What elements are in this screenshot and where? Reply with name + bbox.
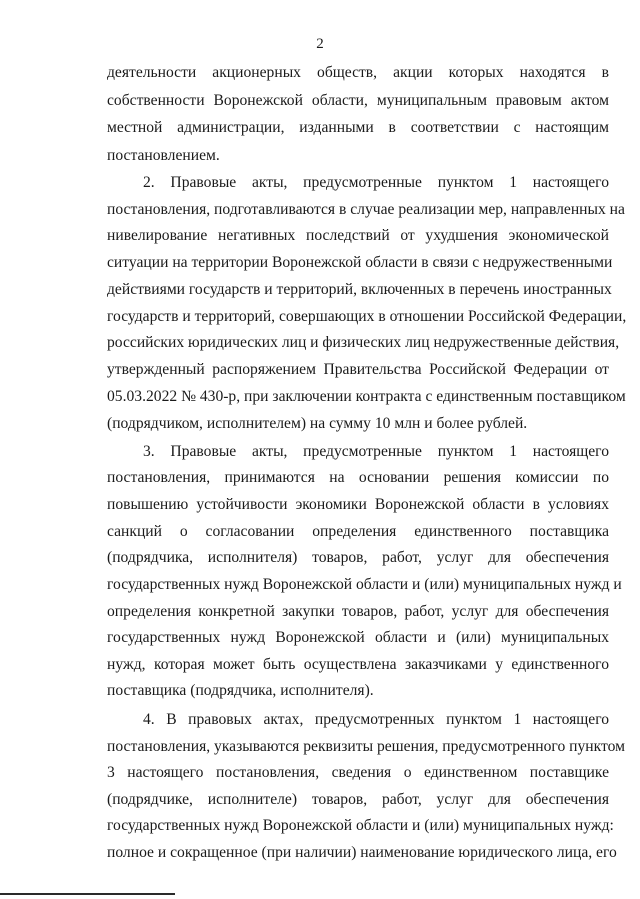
text-line: поставщика (подрядчика, исполнителя).	[107, 682, 374, 699]
text-line: нужд, которая может быть осуществлена заказчиками у единственного	[107, 656, 609, 673]
text-line: санкций о согласовании определения единственного поставщика	[107, 523, 609, 540]
text-line: повышению устойчивости экономики Воронежской области в условиях	[107, 496, 609, 513]
text-line: (подрядчике, исполнителе) товаров, работ, услуг для обеспечения	[107, 791, 609, 808]
text-line: (подрядчика, исполнителя) товаров, работ, услуг для обеспечения	[107, 549, 609, 566]
text-line: (подрядчиком, исполнителем) на сумму 10 млн и более рублей.	[107, 415, 528, 432]
text-line: постановления, указываются реквизиты решения, предусмотренного пунктом	[107, 738, 625, 755]
text-line: полное и сокращенное (при наличии) наименование юридического лица, его	[107, 844, 617, 861]
footer-divider	[0, 893, 175, 895]
text-line: местной администрации, изданными в соответствии с настоящим	[107, 119, 609, 136]
text-line: государственных нужд Воронежской области и (или) муниципальных нужд:	[107, 817, 614, 834]
text-line: постановления, принимаются на основании решения комиссии по	[107, 469, 609, 486]
text-line: деятельности акционерных обществ, акции которых находятся в	[107, 64, 609, 81]
paragraph-start-line: 2. Правовые акты, предусмотренные пунктом 1 настоящего	[143, 174, 609, 191]
text-line: государственных нужд Воронежской области и (или) муниципальных	[107, 629, 609, 646]
text-line: действиями государств и территорий, включенных в перечень иностранных	[107, 281, 612, 298]
text-line: государственных нужд Воронежской области и (или) муниципальных нужд и	[107, 576, 622, 593]
paragraph-start-line: 3. Правовые акты, предусмотренные пунктом 1 настоящего	[143, 443, 609, 460]
text-line: ситуации на территории Воронежской области в связи с недружественными	[107, 254, 613, 271]
text-line: 3 настоящего постановления, сведения о единственном поставщике	[107, 764, 609, 781]
text-line: постановлением.	[107, 147, 220, 164]
text-line: государств и территорий, совершающих в отношении Российской Федерации,	[107, 308, 627, 325]
page-number: 2	[316, 36, 324, 52]
text-line: 05.03.2022 № 430-р, при заключении контракта с единственным поставщиком	[107, 388, 626, 405]
text-line: собственности Воронежской области, муниципальным правовым актом	[107, 92, 609, 109]
text-line: постановления, подготавливаются в случае реализации мер, направленных на	[107, 201, 625, 218]
paragraph-start-line: 4. В правовых актах, предусмотренных пунктом 1 настоящего	[143, 711, 609, 728]
text-line: российских юридических лиц и физических лиц недружественные действия,	[107, 334, 620, 351]
text-line: определения конкретной закупки товаров, работ, услуг для обеспечения	[107, 603, 609, 620]
text-line: утвержденный распоряжением Правительства Российской Федерации от	[107, 361, 609, 378]
text-line: нивелирование негативных последствий от ухудшения экономической	[107, 227, 609, 244]
